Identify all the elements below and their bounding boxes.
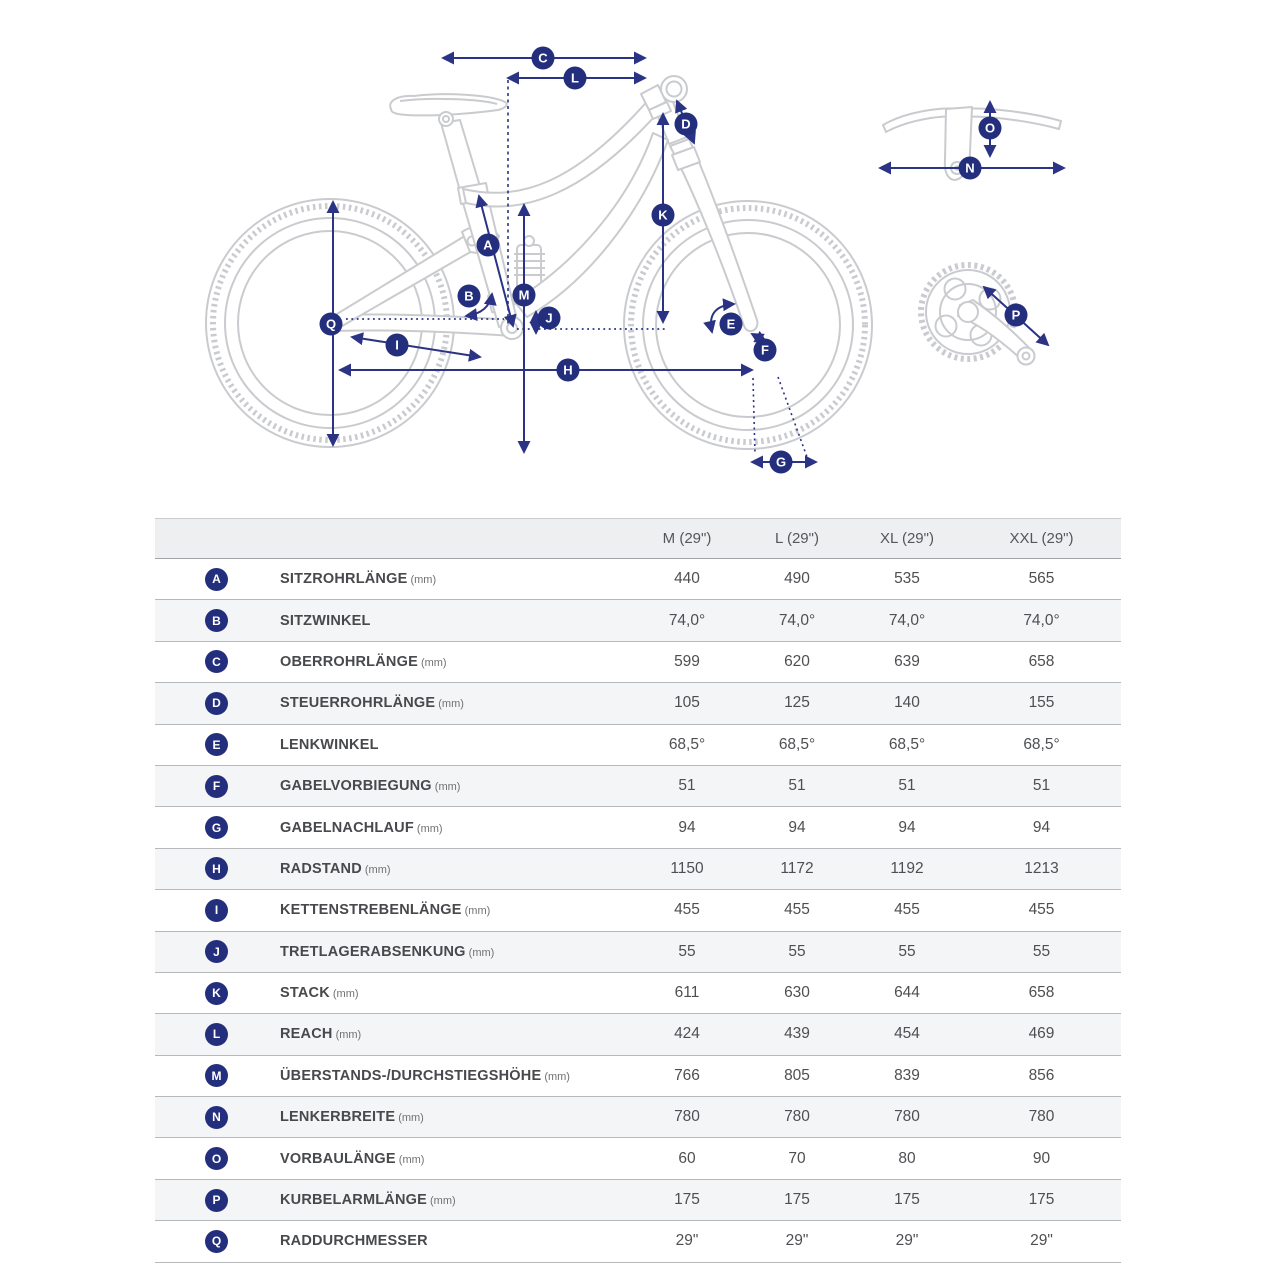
row-unit: (mm)	[468, 946, 495, 959]
geometry-value: 455	[674, 901, 700, 919]
geometry-value: 74,0°	[888, 611, 926, 629]
size-column-header: M (29")	[662, 530, 712, 547]
geometry-value: 55	[898, 942, 916, 960]
geometry-value: 780	[784, 1108, 810, 1126]
geometry-value: 140	[894, 694, 920, 712]
row-badge-cell	[155, 733, 280, 756]
row-letter-badge: Q	[205, 1230, 228, 1253]
row-unit: (mm)	[398, 1112, 424, 1125]
svg-text:J: J	[545, 310, 553, 326]
geometry-value: 424	[674, 1025, 700, 1043]
bike-artwork	[206, 76, 1061, 449]
geometry-value: 780	[1028, 1108, 1055, 1126]
row-label-cell	[280, 1191, 632, 1209]
callout-I	[386, 334, 409, 357]
table-row	[155, 1180, 1121, 1221]
geometry-value: 70	[788, 1149, 806, 1167]
callout-C	[532, 47, 555, 70]
callout-F	[754, 339, 777, 362]
geometry-value: 80	[898, 1149, 916, 1167]
table-row	[155, 683, 1121, 724]
svg-text:D: D	[681, 116, 691, 132]
geometry-value: 766	[674, 1066, 700, 1084]
geometry-value: 175	[784, 1191, 810, 1209]
geometry-value: 644	[894, 984, 920, 1002]
callout-J	[538, 307, 561, 330]
geometry-value: 658	[1028, 652, 1055, 670]
geometry-value: 439	[784, 1025, 810, 1043]
row-label: SITZROHRLÄNGE	[280, 571, 408, 588]
geometry-value: 658	[1028, 984, 1055, 1002]
row-unit: (mm)	[410, 574, 437, 587]
geometry-value: 51	[678, 777, 696, 795]
row-label-cell	[280, 1067, 632, 1085]
geometry-value: 455	[784, 901, 810, 919]
geometry-value: 611	[674, 984, 700, 1002]
table-row	[155, 932, 1121, 973]
row-unit: (mm)	[420, 656, 447, 669]
row-label: STACK	[280, 985, 330, 1002]
callout-P	[1005, 304, 1028, 327]
row-badge-cell	[155, 609, 280, 632]
callout-G	[770, 451, 793, 474]
row-badge-cell	[155, 1106, 280, 1129]
row-badge-cell	[155, 1147, 280, 1170]
row-letter-badge: M	[205, 1064, 228, 1087]
row-letter-badge: N	[205, 1106, 228, 1129]
row-label: KURBELARMLÄNGE	[280, 1192, 427, 1209]
geometry-value: 29"	[675, 1232, 699, 1250]
row-label-cell	[280, 694, 632, 712]
chainstay	[333, 314, 512, 336]
table-row	[155, 600, 1121, 641]
geometry-value: 455	[1028, 901, 1055, 919]
geometry-value: 90	[1032, 1149, 1051, 1167]
geometry-value: 74,0°	[778, 611, 816, 629]
row-badge-cell	[155, 1230, 280, 1253]
callout-H	[557, 359, 580, 382]
geometry-value: 469	[1028, 1025, 1055, 1043]
row-letter-badge: J	[205, 940, 228, 963]
callout-A	[477, 234, 500, 257]
svg-text:I: I	[395, 337, 399, 353]
row-badge-cell	[155, 1023, 280, 1046]
row-label-cell	[280, 570, 632, 588]
geometry-value: 29"	[785, 1232, 809, 1250]
geometry-value: 51	[788, 777, 806, 795]
row-label-cell	[280, 1232, 632, 1250]
size-column-header: XL (29")	[880, 530, 934, 547]
row-unit: (mm)	[335, 1029, 362, 1042]
geometry-value: 805	[784, 1066, 810, 1084]
row-label: TRETLAGERABSENKUNG	[280, 943, 466, 960]
row-label: LENKERBREITE	[280, 1109, 396, 1126]
row-unit: (mm)	[464, 905, 491, 918]
row-unit: (mm)	[434, 781, 461, 794]
row-label-cell	[280, 612, 632, 630]
svg-text:H: H	[563, 362, 573, 378]
row-unit: (mm)	[544, 1070, 570, 1083]
table-row	[155, 766, 1121, 807]
row-label: GABELVORBIEGUNG	[280, 778, 432, 795]
table-row	[155, 807, 1121, 848]
row-label: REACH	[280, 1026, 333, 1043]
table-row	[155, 642, 1121, 683]
geometry-value: 55	[1032, 942, 1051, 960]
geometry-value: 1213	[1024, 859, 1059, 877]
row-label: KETTENSTREBENLÄNGE	[280, 902, 462, 919]
geometry-value: 1150	[670, 859, 704, 877]
row-badge-cell	[155, 899, 280, 922]
svg-text:Q: Q	[325, 316, 337, 332]
row-badge-cell	[155, 982, 280, 1005]
row-letter-badge: B	[205, 609, 228, 632]
geometry-value: 175	[894, 1191, 920, 1209]
row-label: GABELNACHLAUF	[280, 819, 414, 836]
row-label-cell	[280, 1150, 632, 1168]
geometry-value: 94	[898, 818, 916, 836]
geometry-value: 175	[1028, 1191, 1055, 1209]
geometry-value: 105	[674, 694, 700, 712]
geometry-value: 68,5°	[888, 735, 926, 753]
svg-text:G: G	[775, 454, 787, 470]
row-letter-badge: K	[205, 982, 228, 1005]
svg-text:C: C	[538, 50, 548, 66]
callout-N	[959, 157, 982, 180]
geometry-value: 55	[788, 942, 806, 960]
svg-text:L: L	[571, 70, 579, 86]
geometry-value: 1192	[890, 859, 924, 877]
row-letter-badge: G	[205, 816, 228, 839]
row-unit: (mm)	[364, 863, 391, 876]
row-letter-badge: F	[205, 775, 228, 798]
geometry-value: 74,0°	[668, 611, 706, 629]
table-row	[155, 973, 1121, 1014]
geometry-value: 535	[894, 570, 920, 588]
table-row	[155, 1138, 1121, 1179]
svg-text:M: M	[518, 287, 530, 303]
row-label-cell	[280, 860, 632, 878]
callout-E	[720, 313, 743, 336]
row-label: STEUERROHRLÄNGE	[280, 695, 436, 712]
geometry-value: 490	[784, 570, 810, 588]
geometry-value: 29"	[1030, 1232, 1053, 1250]
svg-text:N: N	[965, 160, 975, 176]
geometry-value: 94	[1032, 818, 1051, 836]
row-label: RADSTAND	[280, 860, 362, 877]
geometry-value: 780	[894, 1108, 920, 1126]
row-letter-badge: E	[205, 733, 228, 756]
geometry-table	[155, 518, 1121, 1263]
row-letter-badge: L	[205, 1023, 228, 1046]
geometry-value: 630	[784, 984, 810, 1002]
table-row	[155, 1014, 1121, 1055]
svg-text:A: A	[483, 237, 493, 253]
table-row	[155, 890, 1121, 931]
geometry-value: 565	[1028, 570, 1055, 588]
row-label: ÜBERSTANDS-/DURCHSTIEGSHÖHE	[280, 1067, 542, 1084]
bike-geometry-diagram	[0, 0, 1276, 512]
geometry-value: 68,5°	[1023, 735, 1060, 753]
svg-text:P: P	[1011, 307, 1021, 323]
geometry-value: 51	[898, 777, 916, 795]
table-row	[155, 849, 1121, 890]
callout-L	[564, 67, 587, 90]
row-unit: (mm)	[438, 698, 464, 711]
row-letter-badge: O	[205, 1147, 228, 1170]
callout-K	[652, 204, 675, 227]
table-row	[155, 1221, 1121, 1262]
callout-B	[458, 285, 481, 308]
geometry-value: 51	[1032, 777, 1051, 795]
geometry-value: 55	[678, 942, 696, 960]
row-badge-cell	[155, 650, 280, 673]
size-column-header: L (29")	[775, 530, 819, 547]
table-row	[155, 725, 1121, 766]
svg-text:E: E	[726, 316, 736, 332]
geometry-value: 94	[678, 818, 696, 836]
geometry-value: 639	[894, 652, 920, 670]
row-label-cell	[280, 1025, 632, 1043]
row-unit: (mm)	[332, 988, 359, 1001]
callout-Q	[320, 313, 343, 336]
row-label-cell	[280, 943, 632, 961]
table-header	[155, 518, 1121, 559]
table-row	[155, 1056, 1121, 1097]
geometry-value: 29"	[895, 1232, 919, 1250]
row-unit: (mm)	[430, 1195, 456, 1208]
geometry-value: 1172	[780, 859, 814, 877]
svg-text:O: O	[984, 120, 996, 136]
row-label: VORBAULÄNGE	[280, 1150, 396, 1167]
row-label-cell	[280, 901, 632, 919]
row-label-cell	[280, 777, 632, 795]
geometry-value: 839	[894, 1066, 920, 1084]
geometry-value: 455	[894, 901, 920, 919]
row-label-cell	[280, 653, 632, 671]
geometry-value: 780	[674, 1108, 700, 1126]
row-badge-cell	[155, 568, 280, 591]
svg-text:K: K	[658, 207, 668, 223]
table-row	[155, 559, 1121, 600]
row-label: OBERROHRLÄNGE	[280, 653, 418, 670]
geometry-value: 599	[674, 652, 700, 670]
geometry-value: 68,5°	[778, 735, 816, 753]
row-label-cell	[280, 984, 632, 1002]
geometry-value: 454	[894, 1025, 920, 1043]
row-letter-badge: A	[205, 568, 228, 591]
row-label: LENKWINKEL	[280, 736, 379, 753]
size-column-header: XXL (29")	[1009, 530, 1074, 547]
row-unit: (mm)	[416, 822, 443, 835]
geometry-value: 175	[674, 1191, 700, 1209]
row-badge-cell	[155, 816, 280, 839]
svg-text:F: F	[761, 342, 769, 358]
row-badge-cell	[155, 940, 280, 963]
row-badge-cell	[155, 1189, 280, 1212]
row-label-cell	[280, 819, 632, 837]
callout-O	[979, 117, 1002, 140]
geometry-value: 60	[678, 1149, 696, 1167]
row-badge-cell	[155, 692, 280, 715]
geometry-value: 620	[784, 652, 810, 670]
row-letter-badge: H	[205, 857, 228, 880]
geometry-value: 856	[1028, 1066, 1055, 1084]
svg-text:B: B	[464, 288, 474, 304]
row-letter-badge: D	[205, 692, 228, 715]
table-row	[155, 1097, 1121, 1138]
geometry-value: 94	[788, 818, 806, 836]
row-label-cell	[280, 736, 632, 754]
callout-M	[513, 284, 536, 307]
row-badge-cell	[155, 775, 280, 798]
geometry-value: 74,0°	[1023, 611, 1060, 629]
row-badge-cell	[155, 857, 280, 880]
geometry-rows	[155, 559, 1121, 1263]
row-label: RADDURCHMESSER	[280, 1233, 428, 1250]
row-badge-cell	[155, 1064, 280, 1087]
geometry-value: 68,5°	[668, 735, 706, 753]
row-letter-badge: I	[205, 899, 228, 922]
row-label: SITZWINKEL	[280, 612, 371, 629]
geometry-value: 155	[1028, 694, 1055, 712]
callout-D	[675, 113, 698, 136]
row-label-cell	[280, 1108, 632, 1126]
row-letter-badge: P	[205, 1189, 228, 1212]
row-letter-badge: C	[205, 650, 228, 673]
geometry-value: 125	[784, 694, 810, 712]
row-unit: (mm)	[398, 1153, 425, 1166]
geometry-value: 440	[674, 570, 700, 588]
